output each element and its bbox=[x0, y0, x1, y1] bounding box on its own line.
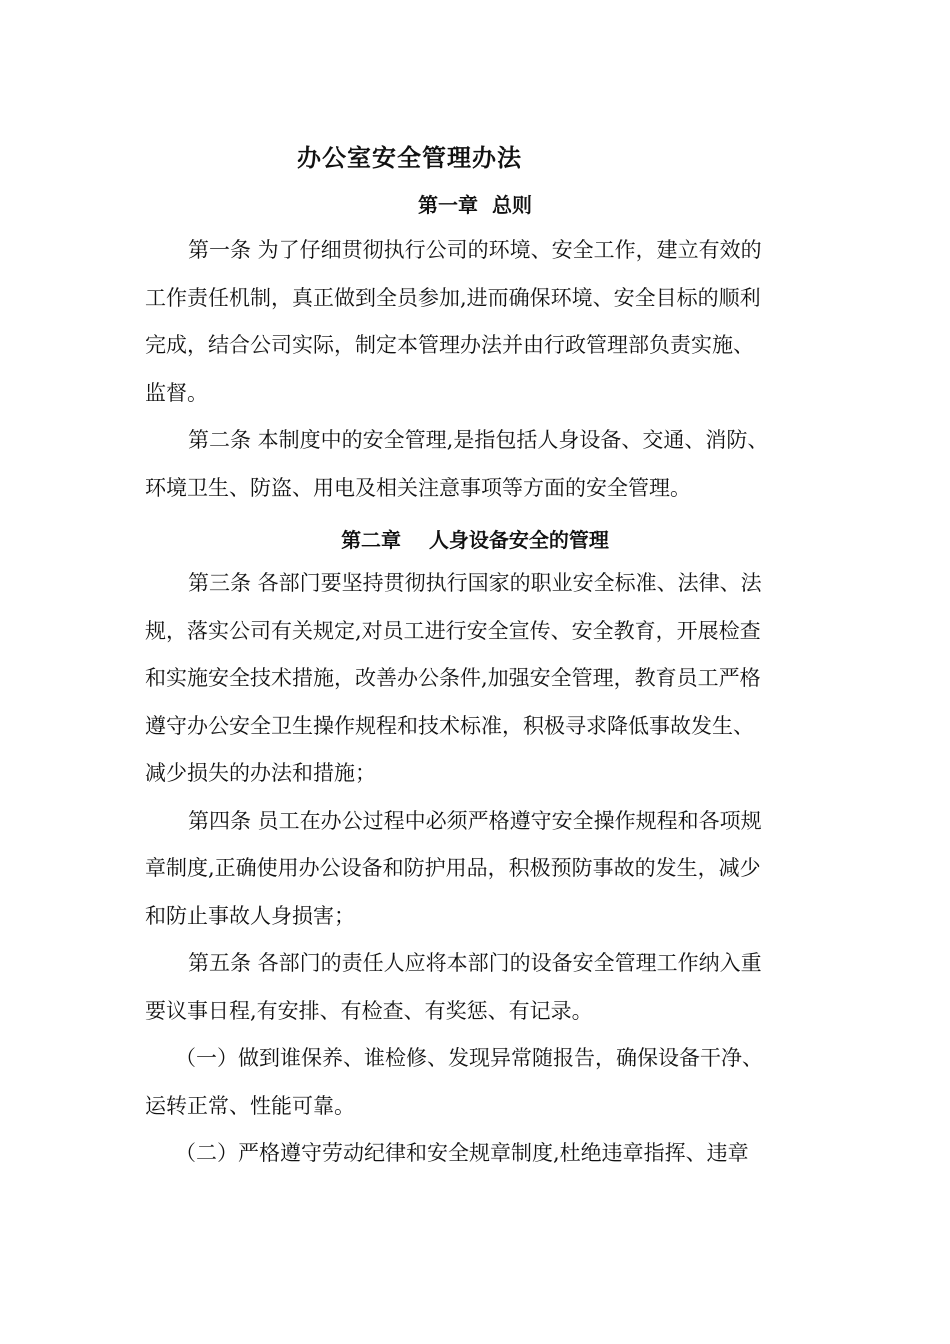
chapter-2-body bbox=[145, 560, 835, 1178]
chapter-1-body bbox=[145, 227, 835, 512]
article-1-line-1: 第一条 为了仔细贯彻执行公司的环境、安全工作，建立有效的 bbox=[188, 238, 762, 262]
document-title: 办公室安全管理办法 bbox=[297, 143, 522, 172]
article-2-line-1: 第二条 本制度中的安全管理,是指包括人身设备、交通、消防、 bbox=[188, 428, 769, 452]
article-3-line-1: 第三条 各部门要坚持贯彻执行国家的职业安全标准、法律、法 bbox=[188, 571, 762, 595]
article-2-line-2: 环境卫生、防盗、用电及相关注意事项等方面的安全管理。 bbox=[145, 475, 691, 500]
chapter-1-heading: 第一章 总则 bbox=[418, 193, 532, 217]
article-5-line-2: 要议事日程,有安排、有检查、有奖惩、有记录。 bbox=[145, 998, 593, 1023]
item-1-line-2: 运转正常、性能可靠。 bbox=[145, 1093, 355, 1118]
article-1-line-4: 监督。 bbox=[145, 380, 208, 405]
article-4-line-3: 和防止事故人身损害； bbox=[145, 903, 355, 928]
article-3-line-4: 遵守办公安全卫生操作规程和技术标准，积极寻求降低事故发生、 bbox=[145, 713, 754, 738]
article-5-line-1: 第五条 各部门的责任人应将本部门的设备安全管理工作纳入重 bbox=[188, 951, 762, 975]
item-1-line-1: （一）做到谁保养、谁检修、发现异常随报告，确保设备干净、 bbox=[175, 1046, 763, 1070]
chapter-2-heading: 第二章 人身设备安全的管理 bbox=[341, 528, 609, 552]
article-3-line-5: 减少损失的办法和措施； bbox=[145, 761, 376, 785]
article-3-line-3: 和实施安全技术措施，改善办公条件,加强安全管理，教育员工严格 bbox=[145, 666, 761, 690]
article-4-line-1: 第四条 员工在办公过程中必须严格遵守安全操作规程和各项规 bbox=[188, 808, 762, 833]
item-2-line-1: （二）严格遵守劳动纪律和安全规章制度,杜绝违章指挥、违章 bbox=[175, 1141, 749, 1165]
article-4-line-2: 章制度,正确使用办公设备和防护用品，积极预防事故的发生，减少 bbox=[145, 856, 761, 880]
article-1-line-3: 完成，结合公司实际，制定本管理办法并由行政管理部负责实施、 bbox=[145, 333, 754, 357]
article-1-line-2: 工作责任机制，真正做到全员参加,进而确保环境、安全目标的顺利 bbox=[145, 285, 761, 310]
article-3-line-2: 规，落实公司有关规定,对员工进行安全宣传、安全教育，开展检查 bbox=[145, 618, 761, 643]
